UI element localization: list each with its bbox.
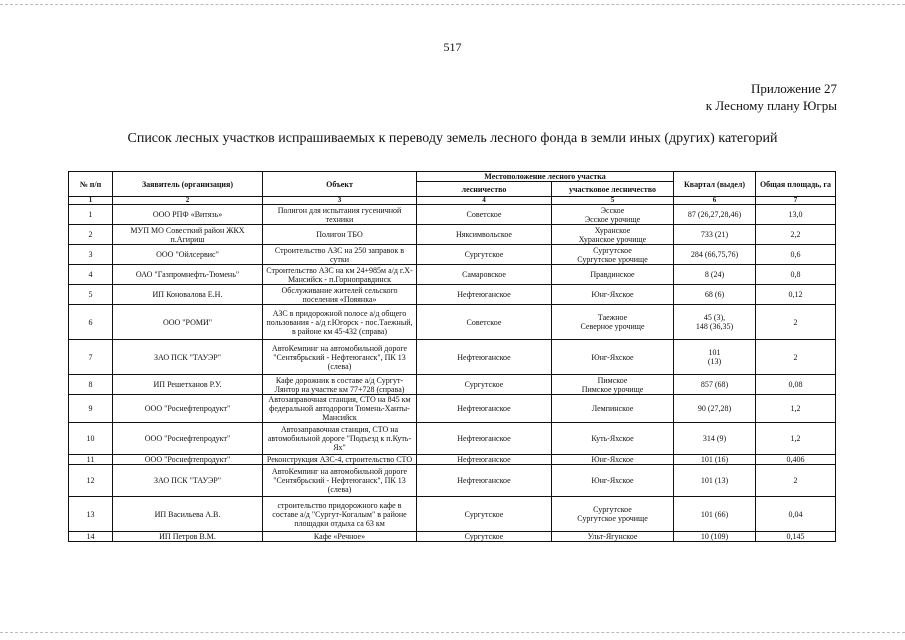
appendix-line-1: Приложение 27	[750, 81, 837, 96]
applicant-cell: ИП Васильева А.В.	[113, 497, 263, 532]
area-cell: 2,2	[756, 225, 836, 245]
column-number: 3	[263, 197, 417, 205]
table-row	[69, 205, 836, 225]
area-cell: 0,8	[756, 265, 836, 285]
row-number: 1	[69, 205, 113, 225]
object-cell: Обслуживание жителей сельского поселения «Пояянка»	[263, 285, 417, 305]
quarter-cell: 101 (16)	[674, 455, 756, 465]
table-row	[69, 340, 836, 375]
applicant-cell: МУП МО Совесткий район ЖКХ п.Агириш	[113, 225, 263, 245]
forestry-cell: Нефтеюганское	[417, 395, 552, 423]
table-row	[69, 245, 836, 265]
sub-forestry-cell: Хуранское Хуранское урочище	[552, 225, 674, 245]
table-row	[69, 225, 836, 245]
header-sub-forestry: участковое лесничество	[552, 182, 674, 197]
quarter-cell: 101 (13)	[674, 465, 756, 497]
scan-top-edge	[0, 4, 905, 5]
table-row	[69, 375, 836, 395]
table-row	[69, 265, 836, 285]
applicant-cell: ООО "Роснефтепродукт"	[113, 423, 263, 455]
object-cell: АвтоКемпинг на автомобильной дороге "Сентябрьский - Нефтеюганск", ПК 13 (слева)	[263, 465, 417, 497]
area-cell: 2	[756, 340, 836, 375]
applicant-cell: ООО "РОМИ"	[113, 305, 263, 340]
quarter-cell: 90 (27,28)	[674, 395, 756, 423]
area-cell: 0,406	[756, 455, 836, 465]
quarter-cell: 10 (109)	[674, 532, 756, 542]
row-number: 7	[69, 340, 113, 375]
row-number: 4	[69, 265, 113, 285]
sub-forestry-cell: Ульт-Ягунское	[552, 532, 674, 542]
area-cell: 0,145	[756, 532, 836, 542]
applicant-cell: ООО "Ойлсервис"	[113, 245, 263, 265]
column-number: 6	[674, 197, 756, 205]
forestry-cell: Сургутское	[417, 497, 552, 532]
applicant-cell: ЗАО ПСК "ТАУЭР"	[113, 340, 263, 375]
area-cell: 0,6	[756, 245, 836, 265]
column-number: 4	[417, 197, 552, 205]
object-cell: Строительство АЗС на 250 заправок в сутки	[263, 245, 417, 265]
row-number: 9	[69, 395, 113, 423]
header-num: № п/п	[69, 172, 113, 197]
forestry-cell: Няксимвольское	[417, 225, 552, 245]
forest-plots-table	[68, 171, 836, 542]
sub-forestry-cell: Куть-Яхское	[552, 423, 674, 455]
quarter-cell: 68 (6)	[674, 285, 756, 305]
applicant-cell: ИП Решетханов Р.У.	[113, 375, 263, 395]
sub-forestry-cell: Пимское Пимское урочище	[552, 375, 674, 395]
row-number: 13	[69, 497, 113, 532]
row-number: 6	[69, 305, 113, 340]
header-location: Местоположение лесного участка	[417, 172, 674, 182]
object-cell: Полигон для испытания гусеничной техники	[263, 205, 417, 225]
forestry-cell: Нефтеюганское	[417, 455, 552, 465]
forestry-cell: Сургутское	[417, 375, 552, 395]
table-row	[69, 285, 836, 305]
row-number: 3	[69, 245, 113, 265]
sub-forestry-cell: Юнг-Яхское	[552, 285, 674, 305]
header-applicant: Заявитель (организация)	[113, 172, 263, 197]
sub-forestry-cell: Таежное Северное урочище	[552, 305, 674, 340]
applicant-cell: ООО "Роснефтепродукт"	[113, 395, 263, 423]
row-number: 2	[69, 225, 113, 245]
area-cell: 0,04	[756, 497, 836, 532]
quarter-cell: 8 (24)	[674, 265, 756, 285]
column-number: 5	[552, 197, 674, 205]
sub-forestry-cell: Юнг-Яхское	[552, 455, 674, 465]
area-cell: 1,2	[756, 395, 836, 423]
quarter-cell: 101 (66)	[674, 497, 756, 532]
table-body	[69, 205, 836, 542]
column-number: 2	[113, 197, 263, 205]
forestry-cell: Советское	[417, 305, 552, 340]
area-cell: 2	[756, 305, 836, 340]
area-cell: 0,08	[756, 375, 836, 395]
forestry-cell: Сургутское	[417, 532, 552, 542]
object-cell: АЗС в придорожной полосе а/д общего пользования - а/д г.Югорск - пос.Таежный, в районе км 45-432 (справа)	[263, 305, 417, 340]
area-cell: 1,2	[756, 423, 836, 455]
quarter-cell: 101 (13)	[674, 340, 756, 375]
quarter-cell: 733 (21)	[674, 225, 756, 245]
document-title: Список лесных участков испрашиваемых к переводу земель лесного фонда в земли иных (других) категорий	[127, 131, 778, 146]
forestry-cell: Нефтеюганское	[417, 465, 552, 497]
forestry-cell: Советское	[417, 205, 552, 225]
table-row	[69, 395, 836, 423]
quarter-cell: 87 (26,27,28,46)	[674, 205, 756, 225]
object-cell: Строительство АЗС на км 24+985м а/д г.Х-Мансийск - п.Горноправдинск	[263, 265, 417, 285]
applicant-cell: ЗАО ПСК "ТАУЭР"	[113, 465, 263, 497]
header-quarter: Квартал (выдел)	[674, 172, 756, 197]
applicant-cell: ИП Коновалова Е.Н.	[113, 285, 263, 305]
object-cell: Автозаправочная станция, СТО на автомобильной дороге "Подъезд к п.Куть-Ях"	[263, 423, 417, 455]
object-cell: Кафе «Речное»	[263, 532, 417, 542]
sub-forestry-cell: Юнг-Яхское	[552, 465, 674, 497]
object-cell: АвтоКемпинг на автомобильной дороге "Сентябрьский - Нефтеюганск", ПК 13 (слева)	[263, 340, 417, 375]
object-cell: Полигон ТБО	[263, 225, 417, 245]
scan-bottom-edge	[0, 632, 905, 633]
object-cell: Автозаправочная станция, СТО на 845 км федеральной автодороги Тюмень-Ханты-Мансийск	[263, 395, 417, 423]
applicant-cell: ОАО "Газпромнефть-Тюмень"	[113, 265, 263, 285]
applicant-cell: ИП Петров В.М.	[113, 532, 263, 542]
header-forestry: лесничество	[417, 182, 552, 197]
sub-forestry-cell: Лемпинское	[552, 395, 674, 423]
sub-forestry-cell: Эсское Эсское урочище	[552, 205, 674, 225]
object-cell: строительство придорожного кафе в составе а/д "Сургут-Когалым" в районе площадки отдыха са 63 км	[263, 497, 417, 532]
sub-forestry-cell: Юнг-Яхское	[552, 340, 674, 375]
table-row	[69, 455, 836, 465]
forestry-cell: Самаровское	[417, 265, 552, 285]
quarter-cell: 45 (3), 148 (36,35)	[674, 305, 756, 340]
row-number: 11	[69, 455, 113, 465]
quarter-cell: 857 (68)	[674, 375, 756, 395]
sub-forestry-cell: Сургутское Сургутское урочище	[552, 245, 674, 265]
row-number: 14	[69, 532, 113, 542]
sub-forestry-cell: Сургутское Сургутское урочище	[552, 497, 674, 532]
table-row	[69, 465, 836, 497]
forestry-cell: Нефтеюганское	[417, 340, 552, 375]
quarter-cell: 284 (66,75,76)	[674, 245, 756, 265]
table-row	[69, 497, 836, 532]
row-number: 12	[69, 465, 113, 497]
column-number: 1	[69, 197, 113, 205]
area-cell: 13,0	[756, 205, 836, 225]
appendix-line-2: к Лесному плану Югры	[705, 98, 837, 113]
forestry-cell: Нефтеюганское	[417, 423, 552, 455]
area-cell: 2	[756, 465, 836, 497]
appendix-note	[706, 80, 837, 114]
page-number: 517	[443, 40, 462, 54]
applicant-cell: ООО РПФ «Витязь»	[113, 205, 263, 225]
forestry-cell: Нефтеюганское	[417, 285, 552, 305]
table-row	[69, 423, 836, 455]
column-number: 7	[756, 197, 836, 205]
applicant-cell: ООО "Роснефтепродукт"	[113, 455, 263, 465]
object-cell: Реконструкция АЗС-4, строительство СТО	[263, 455, 417, 465]
area-cell: 0,12	[756, 285, 836, 305]
sub-forestry-cell: Правдинское	[552, 265, 674, 285]
header-object: Объект	[263, 172, 417, 197]
object-cell: Кафе дорожник в составе а/д Сургут-Лянтор на участке км 77+728 (справа)	[263, 375, 417, 395]
quarter-cell: 314 (9)	[674, 423, 756, 455]
table-row	[69, 532, 836, 542]
row-number: 10	[69, 423, 113, 455]
table-row	[69, 305, 836, 340]
header-area: Общая площадь, га	[756, 172, 836, 197]
forestry-cell: Сургутское	[417, 245, 552, 265]
row-number: 5	[69, 285, 113, 305]
row-number: 8	[69, 375, 113, 395]
